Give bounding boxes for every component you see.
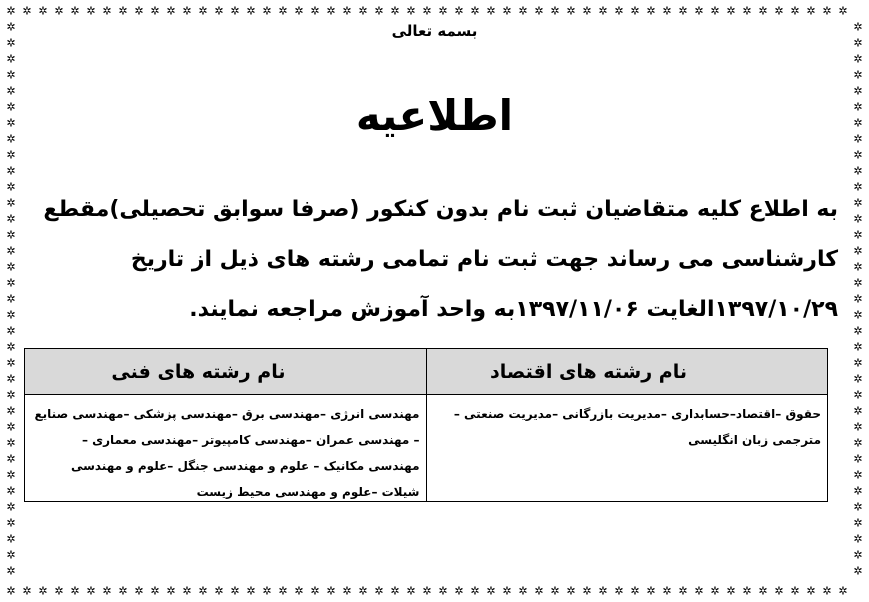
border-star-icon: ✲ [38,4,48,18]
border-star-icon: ✲ [86,4,96,18]
border-star-icon: ✲ [678,4,688,18]
border-star-icon: ✲ [6,532,16,546]
border-star-icon: ✲ [853,356,863,370]
border-star-icon: ✲ [326,4,336,18]
border-star-icon: ✲ [182,4,192,18]
border-star-icon: ✲ [806,4,816,18]
border-star-icon: ✲ [822,584,832,598]
border-star-icon: ✲ [853,84,863,98]
border-star-icon: ✲ [6,292,16,306]
border-star-icon: ✲ [486,584,496,598]
border-star-icon: ✲ [150,4,160,18]
border-star-icon: ✲ [102,4,112,18]
border-star-icon: ✲ [6,180,16,194]
border-star-icon: ✲ [246,584,256,598]
border-star-icon: ✲ [6,164,16,178]
border-star-icon: ✲ [6,516,16,530]
border-star-icon: ✲ [726,584,736,598]
border-star-icon: ✲ [6,500,16,514]
border-star-icon: ✲ [6,372,16,386]
border-star-icon: ✲ [6,132,16,146]
border-star-icon: ✲ [534,584,544,598]
border-star-icon: ✲ [390,584,400,598]
border-star-icon: ✲ [262,584,272,598]
border-star-icon: ✲ [838,4,848,18]
border-star-icon: ✲ [374,584,384,598]
border-star-icon: ✲ [486,4,496,18]
border-star-icon: ✲ [422,4,432,18]
border-star-icon: ✲ [853,420,863,434]
table-cell-engineering: مهندسی انرژی –مهندسی برق –مهندسی پزشکی –مهندسی صنایع – مهندسی عمران –مهندسی کامپیوتر –مهندسی معماری –مهندسی مکانیک – علوم و مهندسی جنگل –علوم و مهندسی شیلات –علوم و مهندسی محیط زیست [34,407,420,499]
border-star-icon: ✲ [6,148,16,162]
border-star-icon: ✲ [6,468,16,482]
border-star-icon: ✲ [853,308,863,322]
border-star-icon: ✲ [214,4,224,18]
border-star-icon: ✲ [454,4,464,18]
border-star-icon: ✲ [6,548,16,562]
border-star-icon: ✲ [614,4,624,18]
border-star-icon: ✲ [6,340,16,354]
border-star-icon: ✲ [853,484,863,498]
border-star-icon: ✲ [182,584,192,598]
border-star-icon: ✲ [710,4,720,18]
border-star-icon: ✲ [438,4,448,18]
border-star-icon: ✲ [310,584,320,598]
border-star-icon: ✲ [38,584,48,598]
border-star-icon: ✲ [422,584,432,598]
border-star-icon: ✲ [662,584,672,598]
border-star-icon: ✲ [406,584,416,598]
border-star-icon: ✲ [342,4,352,18]
border-star-icon: ✲ [198,584,208,598]
border-star-icon: ✲ [502,4,512,18]
border-star-icon: ✲ [742,584,752,598]
border-star-icon: ✲ [310,4,320,18]
border-star-icon: ✲ [6,84,16,98]
border-star-icon: ✲ [134,584,144,598]
border-star-icon: ✲ [70,584,80,598]
border-star-icon: ✲ [598,4,608,18]
border-star-icon: ✲ [758,584,768,598]
border-star-icon: ✲ [726,4,736,18]
border-star-icon: ✲ [853,100,863,114]
border-star-icon: ✲ [646,4,656,18]
border-star-icon: ✲ [853,388,863,402]
border-star-icon: ✲ [358,584,368,598]
border-star-icon: ✲ [6,116,16,130]
border-star-icon: ✲ [550,584,560,598]
border-star-icon: ✲ [6,324,16,338]
border-star-icon: ✲ [853,228,863,242]
border-star-icon: ✲ [853,436,863,450]
bismillah-heading: بسمه تعالی [391,22,478,40]
border-star-icon: ✲ [582,584,592,598]
border-star-icon: ✲ [6,228,16,242]
border-star-icon: ✲ [853,564,863,578]
border-star-icon: ✲ [614,584,624,598]
border-star-icon: ✲ [853,116,863,130]
border-star-icon: ✲ [70,4,80,18]
fields-table [24,348,828,502]
border-star-icon: ✲ [853,132,863,146]
border-star-icon: ✲ [790,4,800,18]
border-star-icon: ✲ [294,4,304,18]
border-star-icon: ✲ [853,20,863,34]
border-star-icon: ✲ [230,4,240,18]
border-star-icon: ✲ [518,4,528,18]
border-star-icon: ✲ [853,516,863,530]
border-star-icon: ✲ [502,584,512,598]
border-star-icon: ✲ [86,584,96,598]
border-star-icon: ✲ [214,584,224,598]
border-star-icon: ✲ [853,196,863,210]
page-title: اطلاعیه [355,91,514,140]
border-star-icon: ✲ [806,584,816,598]
border-star-icon: ✲ [6,404,16,418]
table-header-engineering: نام رشته های فنی [111,360,286,383]
border-star-icon: ✲ [454,584,464,598]
announcement-text: به اطلاع کلیه متقاضیان ثبت نام بدون کنکور (صرفا سوابق تحصیلی)مقطع کارشناسی می رساند جهت ثبت نام تمامی رشته های ذیل از تاریخ ۱۳۹۷/۱۰/۲۹الغایت ۱۳۹۷/۱۱/۰۶به واحد آموزش مراجعه نمایند. [43,197,838,322]
border-star-icon: ✲ [694,4,704,18]
border-star-icon: ✲ [198,4,208,18]
border-star-icon: ✲ [853,324,863,338]
border-star-icon: ✲ [758,4,768,18]
border-star-icon: ✲ [22,4,32,18]
border-star-icon: ✲ [6,68,16,82]
border-star-icon: ✲ [374,4,384,18]
border-star-icon: ✲ [598,584,608,598]
border-star-icon: ✲ [566,584,576,598]
border-star-icon: ✲ [6,212,16,226]
border-star-icon: ✲ [406,4,416,18]
border-star-icon: ✲ [278,584,288,598]
border-star-icon: ✲ [853,404,863,418]
border-star-icon: ✲ [6,564,16,578]
border-star-icon: ✲ [853,68,863,82]
border-star-icon: ✲ [118,584,128,598]
border-star-icon: ✲ [853,180,863,194]
border-star-icon: ✲ [853,468,863,482]
border-star-icon: ✲ [550,4,560,18]
border-star-icon: ✲ [853,36,863,50]
border-star-icon: ✲ [646,584,656,598]
border-star-icon: ✲ [6,308,16,322]
border-star-icon: ✲ [853,276,863,290]
border-star-icon: ✲ [6,100,16,114]
border-star-icon: ✲ [694,584,704,598]
table-row [25,395,827,501]
border-star-icon: ✲ [6,260,16,274]
border-star-icon: ✲ [853,52,863,66]
border-star-icon: ✲ [54,4,64,18]
border-star-icon: ✲ [566,4,576,18]
border-star-icon: ✲ [710,584,720,598]
border-star-icon: ✲ [6,420,16,434]
border-star-icon: ✲ [662,4,672,18]
border-star-icon: ✲ [853,532,863,546]
border-star-icon: ✲ [6,4,16,18]
border-star-icon: ✲ [518,584,528,598]
border-star-icon: ✲ [790,584,800,598]
border-star-icon: ✲ [246,4,256,18]
border-star-icon: ✲ [853,260,863,274]
border-star-icon: ✲ [118,4,128,18]
border-star-icon: ✲ [630,584,640,598]
border-star-icon: ✲ [294,584,304,598]
border-star-icon: ✲ [6,20,16,34]
border-star-icon: ✲ [853,548,863,562]
border-star-icon: ✲ [6,436,16,450]
border-star-icon: ✲ [838,584,848,598]
border-star-icon: ✲ [6,484,16,498]
border-star-icon: ✲ [102,584,112,598]
table-header-economics: نام رشته های اقتصاد [426,349,828,394]
border-star-icon: ✲ [774,4,784,18]
border-star-icon: ✲ [134,4,144,18]
border-star-icon: ✲ [470,584,480,598]
border-star-icon: ✲ [853,452,863,466]
table-cell-economics: حقوق –اقتصاد–حسابداری –مدیریت بازرگانی –مدیریت صنعتی –مترجمی زبان انگلیسی [426,395,828,501]
border-star-icon: ✲ [390,4,400,18]
border-star-icon: ✲ [166,4,176,18]
border-star-icon: ✲ [582,4,592,18]
border-star-icon: ✲ [6,196,16,210]
border-star-icon: ✲ [6,356,16,370]
border-star-icon: ✲ [150,584,160,598]
border-star-icon: ✲ [438,584,448,598]
table-header-row [25,349,827,395]
border-star-icon: ✲ [326,584,336,598]
border-star-icon: ✲ [678,584,688,598]
border-star-icon: ✲ [6,452,16,466]
border-star-icon: ✲ [742,4,752,18]
border-star-icon: ✲ [22,584,32,598]
border-star-icon: ✲ [630,4,640,18]
border-star-icon: ✲ [774,584,784,598]
border-star-icon: ✲ [853,292,863,306]
border-star-icon: ✲ [6,584,16,598]
border-star-icon: ✲ [534,4,544,18]
border-star-icon: ✲ [822,4,832,18]
border-star-icon: ✲ [853,500,863,514]
border-star-icon: ✲ [853,212,863,226]
border-star-icon: ✲ [230,584,240,598]
border-star-icon: ✲ [358,4,368,18]
border-star-icon: ✲ [470,4,480,18]
border-star-icon: ✲ [6,276,16,290]
border-star-icon: ✲ [342,584,352,598]
border-star-icon: ✲ [6,244,16,258]
border-star-icon: ✲ [262,4,272,18]
border-star-icon: ✲ [166,584,176,598]
border-star-icon: ✲ [54,584,64,598]
border-star-icon: ✲ [6,388,16,402]
border-star-icon: ✲ [853,372,863,386]
border-star-icon: ✲ [853,148,863,162]
border-star-icon: ✲ [6,52,16,66]
border-star-icon: ✲ [6,36,16,50]
border-star-icon: ✲ [278,4,288,18]
border-star-icon: ✲ [853,244,863,258]
border-star-icon: ✲ [853,340,863,354]
border-star-icon: ✲ [853,164,863,178]
